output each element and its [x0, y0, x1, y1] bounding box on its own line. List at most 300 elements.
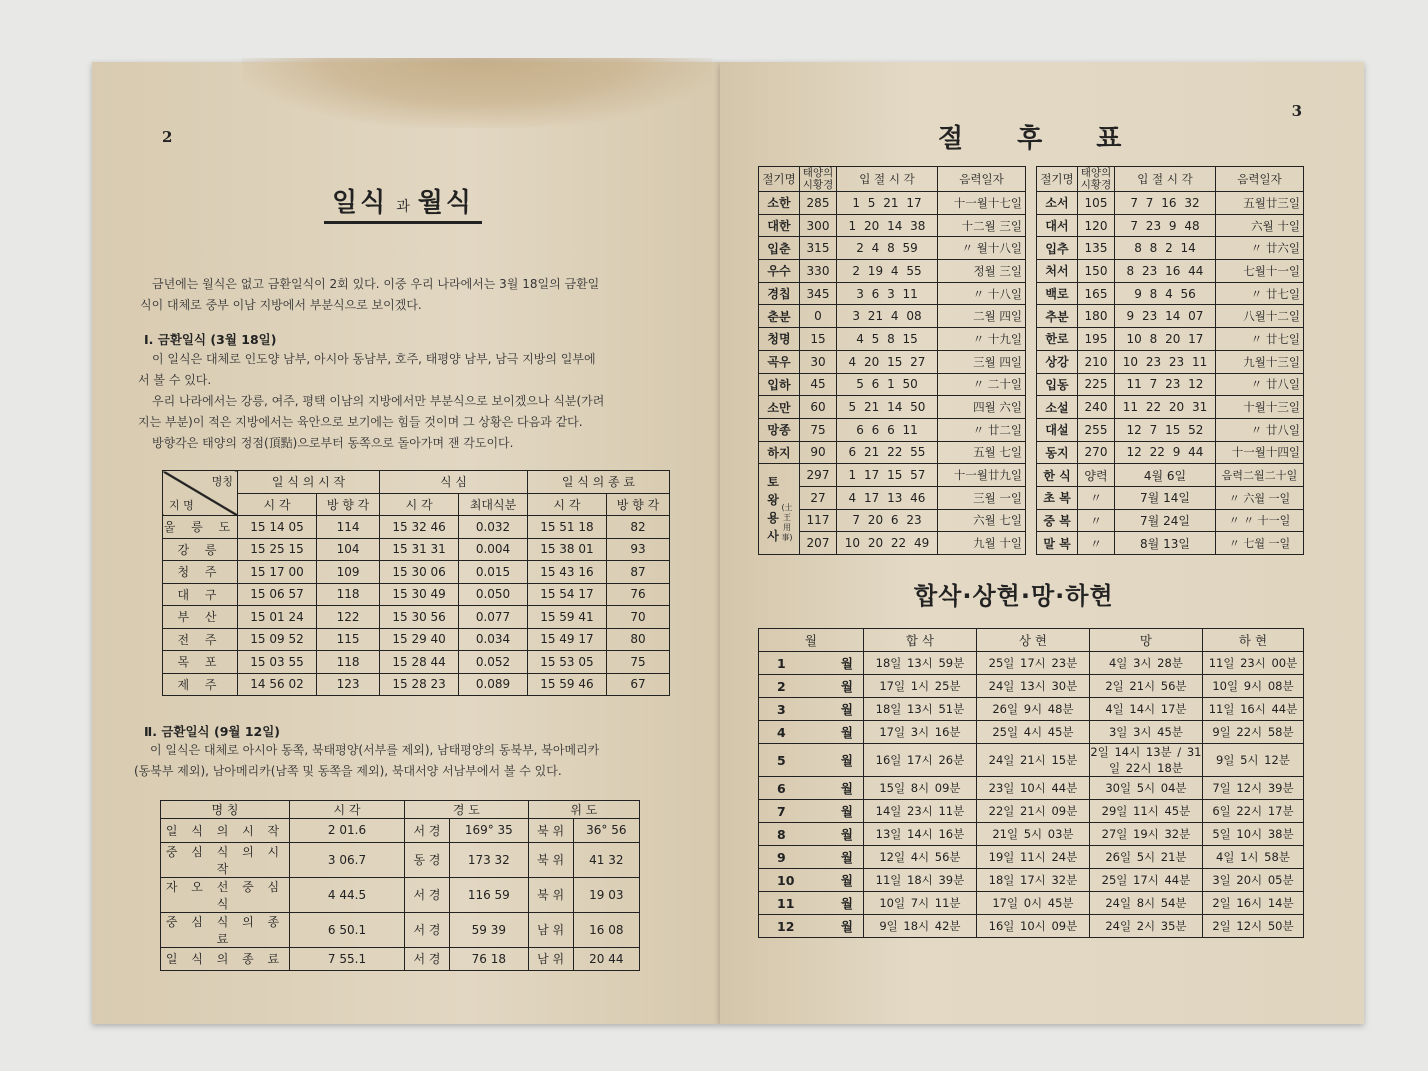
month-suffix: 월	[823, 823, 864, 846]
value-cell: 3 6 3 11	[837, 282, 938, 305]
value-cell: 6 6 6 11	[837, 418, 938, 441]
value-cell: 6 50.1	[290, 912, 405, 947]
table-row	[1037, 373, 1304, 396]
value-cell: 345	[800, 282, 837, 305]
value-cell: 0.015	[459, 561, 528, 584]
solar-terms-table-right	[1036, 166, 1304, 555]
table2-header: 명 칭	[161, 801, 290, 819]
value-cell: 165	[1078, 282, 1115, 305]
value-cell: 4 20 15 27	[837, 350, 938, 373]
value-cell: 19 03	[573, 877, 639, 912]
table-row	[1037, 509, 1304, 532]
term-name: 대서	[1037, 214, 1078, 237]
value-cell: 7월 24일	[1115, 509, 1216, 532]
value-cell: 3일 3시 45분	[1089, 721, 1202, 744]
value-cell: 1 20 14 38	[837, 214, 938, 237]
value-cell: 15 28 23	[380, 673, 459, 696]
phase-name: 자 오 선 중 심 식	[161, 877, 290, 912]
value-cell: 2일 12시 50분	[1202, 915, 1303, 938]
value-cell: 2일 16시 14분	[1202, 892, 1303, 915]
month-number: 1	[759, 652, 823, 675]
value-cell: 0.050	[459, 583, 528, 606]
table-row	[163, 606, 670, 629]
value-cell: 3 21 4 08	[837, 305, 938, 328]
table-row	[759, 823, 1304, 846]
table-row	[1037, 532, 1304, 555]
value-cell: 6일 22시 17분	[1202, 800, 1303, 823]
value-cell: 〃 廿六일	[1216, 237, 1304, 260]
value-cell: 九월 十일	[938, 532, 1026, 555]
value-cell: 북 위	[528, 842, 573, 877]
month-suffix: 월	[823, 915, 864, 938]
value-cell: 115	[317, 628, 380, 651]
section-1-heading: Ⅰ. 금환일식 (3월 18일)	[144, 332, 277, 347]
value-cell: 25일 17시 23분	[976, 652, 1089, 675]
value-cell: 3일 20시 05분	[1202, 869, 1303, 892]
value-cell: 19일 11시 24분	[976, 846, 1089, 869]
month-number: 7	[759, 800, 823, 823]
value-cell: 15	[800, 328, 837, 351]
value-cell: 〃 廿八일	[1216, 373, 1304, 396]
value-cell: 26일 9시 48분	[976, 698, 1089, 721]
value-cell: 45	[800, 373, 837, 396]
value-cell: 118	[317, 583, 380, 606]
water-stain	[242, 58, 712, 128]
value-cell: 五월廿三일	[1216, 192, 1304, 215]
value-cell: 225	[1078, 373, 1115, 396]
value-cell: 20 44	[573, 947, 639, 971]
term-name: 곡우	[759, 350, 800, 373]
value-cell: 15 43 16	[527, 561, 606, 584]
value-cell: 9일 22시 58분	[1202, 721, 1303, 744]
value-cell: 210	[1078, 350, 1115, 373]
table-row	[759, 328, 1026, 351]
value-cell: 11일 23시 00분	[1202, 652, 1303, 675]
value-cell: 76 18	[450, 947, 529, 971]
table-row	[1037, 350, 1304, 373]
value-cell: 27	[800, 486, 837, 509]
term-name: 소만	[759, 396, 800, 419]
value-cell: 2 01.6	[290, 819, 405, 843]
value-cell: 93	[606, 538, 669, 561]
value-cell: 9 8 4 56	[1115, 282, 1216, 305]
value-cell: 11일 18시 39분	[863, 869, 976, 892]
value-cell: 六월 十일	[1216, 214, 1304, 237]
phase-name: 중 심 식 의 종 료	[161, 912, 290, 947]
left-page	[92, 62, 720, 1024]
value-cell: 105	[1078, 192, 1115, 215]
sub-header: 시 각	[380, 493, 459, 516]
location-name: 울 릉 도	[163, 516, 238, 539]
value-cell: 15 01 24	[238, 606, 317, 629]
text-line: (동북부 제외), 남아메리카(남쪽 및 동쪽을 제외), 북대서양 서남부에서 볼 수 있다.	[134, 764, 562, 778]
value-cell: 255	[1078, 418, 1115, 441]
value-cell: 169° 35	[450, 819, 529, 843]
value-cell: 4월 6일	[1115, 464, 1216, 487]
doyong-label: 토왕용사	[767, 475, 779, 544]
value-cell: 18일 17시 32분	[976, 869, 1089, 892]
value-cell: 285	[800, 192, 837, 215]
table-row	[1037, 486, 1304, 509]
sub-header: 방 향 각	[317, 493, 380, 516]
title-conj: 과	[396, 199, 410, 215]
table-row	[759, 418, 1026, 441]
value-cell: 五월 七일	[938, 441, 1026, 464]
table-row	[759, 396, 1026, 419]
text-line: 지는 부분)이 적은 지방에서는 육안으로 보기에는 힘들 것이며 그 상황은 다음과 같다.	[138, 415, 583, 429]
value-cell: 11 7 23 12	[1115, 373, 1216, 396]
term-name: 입하	[759, 373, 800, 396]
value-cell: 16일 17시 26분	[863, 744, 976, 777]
value-cell: 十一월十七일	[938, 192, 1026, 215]
header-cell: 망	[1089, 629, 1202, 652]
header-cell: 절기명	[1037, 167, 1078, 192]
month-suffix: 월	[823, 800, 864, 823]
term-name: 중 복	[1037, 509, 1078, 532]
table-row	[759, 892, 1304, 915]
intro-line: 식이 대체로 중부 이남 지방에서 부분식으로 보이겠다.	[140, 298, 422, 312]
value-cell: 八월十二일	[1216, 305, 1304, 328]
title-second: 월식	[417, 188, 474, 218]
table-row	[759, 441, 1026, 464]
table-row	[759, 744, 1304, 777]
term-name: 처서	[1037, 260, 1078, 283]
header-cell: 월	[759, 629, 864, 652]
value-cell: 〃 〃 十一일	[1216, 509, 1304, 532]
header-cell: 입 절 시 각	[837, 167, 938, 192]
section-1-text	[138, 349, 604, 454]
value-cell: 118	[317, 651, 380, 674]
value-cell: 7 55.1	[290, 947, 405, 971]
value-cell: 5 21 14 50	[837, 396, 938, 419]
value-cell: 三월 四일	[938, 350, 1026, 373]
month-number: 10	[759, 869, 823, 892]
value-cell: 330	[800, 260, 837, 283]
table-row	[759, 652, 1304, 675]
value-cell: 24일 8시 54분	[1089, 892, 1202, 915]
intro-paragraph	[140, 274, 599, 316]
table2-header: 위 도	[528, 801, 639, 819]
value-cell: 24일 13시 30분	[976, 675, 1089, 698]
table-row	[759, 800, 1304, 823]
sub-header: 시 각	[527, 493, 606, 516]
value-cell: 24일 21시 15분	[976, 744, 1089, 777]
table-row	[1037, 260, 1304, 283]
value-cell: 4일 1시 58분	[1202, 846, 1303, 869]
sub-header: 최대식분	[459, 493, 528, 516]
value-cell: 12 7 15 52	[1115, 418, 1216, 441]
value-cell: 8월 13일	[1115, 532, 1216, 555]
value-cell: 15 51 18	[527, 516, 606, 539]
header-cell: 음력일자	[938, 167, 1026, 192]
value-cell: 1 5 21 17	[837, 192, 938, 215]
table-row	[163, 651, 670, 674]
table-row	[759, 192, 1026, 215]
value-cell: 207	[800, 532, 837, 555]
value-cell: 0	[800, 305, 837, 328]
value-cell: 〃 廿八일	[1216, 418, 1304, 441]
table-row	[1037, 237, 1304, 260]
value-cell: 10일 7시 11분	[863, 892, 976, 915]
value-cell: 15 06 57	[238, 583, 317, 606]
header-cell: 입 절 시 각	[1115, 167, 1216, 192]
value-cell: 서 경	[405, 912, 450, 947]
table-row	[1037, 464, 1304, 487]
solar-terms-table-left	[758, 166, 1026, 555]
value-cell: 4 5 8 15	[837, 328, 938, 351]
phase-name: 일 식 의 종 료	[161, 947, 290, 971]
value-cell: 41 32	[573, 842, 639, 877]
location-name: 목 포	[163, 651, 238, 674]
corner-top-label: 명칭	[211, 475, 233, 488]
value-cell: 양력	[1078, 464, 1115, 487]
table-row	[1037, 396, 1304, 419]
value-cell: 123	[317, 673, 380, 696]
text-line: 이 일식은 대체로 인도양 남부, 아시아 동남부, 호주, 태평양 남부, 남극 지방의 일부에	[152, 352, 596, 366]
value-cell: 음력二월二十일	[1216, 464, 1304, 487]
value-cell: 6 21 22 55	[837, 441, 938, 464]
value-cell: 十二월 三일	[938, 214, 1026, 237]
month-suffix: 월	[823, 744, 864, 777]
value-cell: 〃 六월 一일	[1216, 486, 1304, 509]
value-cell: 13일 14시 16분	[863, 823, 976, 846]
value-cell: 15 30 49	[380, 583, 459, 606]
value-cell: 114	[317, 516, 380, 539]
value-cell: 15 59 41	[527, 606, 606, 629]
month-suffix: 월	[823, 846, 864, 869]
moon-phases-title: 합삭·상현·망·하현	[914, 582, 1114, 610]
table-row	[161, 877, 640, 912]
value-cell: 16 08	[573, 912, 639, 947]
value-cell: 18일 13시 51분	[863, 698, 976, 721]
value-cell: 17일 0시 45분	[976, 892, 1089, 915]
value-cell: 15 32 46	[380, 516, 459, 539]
value-cell: 120	[1078, 214, 1115, 237]
value-cell: 0.089	[459, 673, 528, 696]
value-cell: 11 22 20 31	[1115, 396, 1216, 419]
eclipse-2-table	[160, 800, 640, 971]
value-cell: 59 39	[450, 912, 529, 947]
table-row	[759, 532, 1026, 555]
table-row	[759, 915, 1304, 938]
value-cell: 남 위	[528, 912, 573, 947]
value-cell: 270	[1078, 441, 1115, 464]
value-cell: 5일 10시 38분	[1202, 823, 1303, 846]
value-cell: 7월 14일	[1115, 486, 1216, 509]
term-name: 망종	[759, 418, 800, 441]
value-cell: 15 09 52	[238, 628, 317, 651]
value-cell: 10일 9시 08분	[1202, 675, 1303, 698]
value-cell: 2일 21시 56분	[1089, 675, 1202, 698]
corner-bottom-label: 지 명	[169, 499, 194, 512]
value-cell: 14일 23시 11분	[863, 800, 976, 823]
page-number-left: 2	[162, 128, 173, 146]
month-suffix: 월	[823, 698, 864, 721]
section-2-text	[134, 740, 599, 782]
value-cell: 15 31 31	[380, 538, 459, 561]
value-cell: 0.034	[459, 628, 528, 651]
value-cell: 29일 11시 45분	[1089, 800, 1202, 823]
table-row	[161, 819, 640, 843]
value-cell: 〃 十九일	[938, 328, 1026, 351]
table-row	[1037, 328, 1304, 351]
group-header: 일 식 의 시 작	[238, 471, 380, 494]
text-line: 이 일식은 대체로 아시아 동쪽, 북태평양(서부를 제외), 남태평양의 동북부, 북아메리카	[150, 743, 600, 757]
term-name: 경칩	[759, 282, 800, 305]
value-cell: 〃 월十八일	[938, 237, 1026, 260]
value-cell: 10 20 22 49	[837, 532, 938, 555]
header-cell: 태양의 시황경	[1078, 167, 1115, 192]
month-suffix: 월	[823, 721, 864, 744]
value-cell: 116 59	[450, 877, 529, 912]
value-cell: 5 6 1 50	[837, 373, 938, 396]
term-name: 상강	[1037, 350, 1078, 373]
value-cell: 十월十三일	[1216, 396, 1304, 419]
table-row	[163, 516, 670, 539]
value-cell: 12 22 9 44	[1115, 441, 1216, 464]
value-cell: 4 17 13 46	[837, 486, 938, 509]
value-cell: 15 29 40	[380, 628, 459, 651]
solar-terms-title: 절후표	[938, 124, 1176, 154]
table-row	[759, 698, 1304, 721]
value-cell: 四월 六일	[938, 396, 1026, 419]
location-name: 부 산	[163, 606, 238, 629]
table2-header: 경 도	[405, 801, 529, 819]
table-row	[163, 561, 670, 584]
month-suffix: 월	[823, 675, 864, 698]
value-cell: 〃 七월 一일	[1216, 532, 1304, 555]
value-cell: 三월 一일	[938, 486, 1026, 509]
eclipse-1-table	[162, 470, 670, 696]
text-line: 서 볼 수 있다.	[138, 373, 212, 387]
sub-header: 시 각	[238, 493, 317, 516]
location-name: 제 주	[163, 673, 238, 696]
sub-header: 방 향 각	[606, 493, 669, 516]
value-cell: 〃	[1078, 532, 1115, 555]
value-cell: 10 8 20 17	[1115, 328, 1216, 351]
month-number: 2	[759, 675, 823, 698]
table-row	[759, 237, 1026, 260]
value-cell: 240	[1078, 396, 1115, 419]
value-cell: 0.077	[459, 606, 528, 629]
value-cell: 109	[317, 561, 380, 584]
term-name: 우수	[759, 260, 800, 283]
phase-name: 중 심 식 의 시 작	[161, 842, 290, 877]
value-cell: 180	[1078, 305, 1115, 328]
value-cell: 87	[606, 561, 669, 584]
value-cell: 14 56 02	[238, 673, 317, 696]
location-name: 강 릉	[163, 538, 238, 561]
table-row	[759, 373, 1026, 396]
value-cell: 9일 5시 12분	[1202, 744, 1303, 777]
table-row	[759, 869, 1304, 892]
value-cell: 18일 13시 59분	[863, 652, 976, 675]
phase-name: 일 식 의 시 작	[161, 819, 290, 843]
value-cell: 8 8 2 14	[1115, 237, 1216, 260]
term-name: 한 식	[1037, 464, 1078, 487]
value-cell: 〃 二十일	[938, 373, 1026, 396]
month-suffix: 월	[823, 652, 864, 675]
header-cell: 절기명	[759, 167, 800, 192]
value-cell: 135	[1078, 237, 1115, 260]
value-cell: 195	[1078, 328, 1115, 351]
value-cell: 〃	[1078, 486, 1115, 509]
header-cell: 음력일자	[1216, 167, 1304, 192]
section-2-heading: Ⅱ. 금환일식 (9월 12일)	[144, 724, 281, 739]
value-cell: 六월 七일	[938, 509, 1026, 532]
value-cell: 15 30 56	[380, 606, 459, 629]
value-cell: 173 32	[450, 842, 529, 877]
table-row	[163, 673, 670, 696]
value-cell: 26일 5시 21분	[1089, 846, 1202, 869]
title-main: 일식	[332, 188, 389, 218]
value-cell: 九월十三일	[1216, 350, 1304, 373]
term-name: 초 복	[1037, 486, 1078, 509]
value-cell: 동 경	[405, 842, 450, 877]
table-row	[163, 583, 670, 606]
value-cell: 15일 8시 09분	[863, 777, 976, 800]
value-cell: 30	[800, 350, 837, 373]
value-cell: 0.004	[459, 538, 528, 561]
text-line: 우리 나라에서는 강릉, 여주, 평택 이남의 지방에서만 부분식으로 보이겠으나 식분(가려	[152, 394, 605, 408]
open-book	[92, 62, 1364, 1024]
value-cell: 117	[800, 509, 837, 532]
value-cell: 9 23 14 07	[1115, 305, 1216, 328]
value-cell: 22일 21시 09분	[976, 800, 1089, 823]
value-cell: 〃 十八일	[938, 282, 1026, 305]
value-cell: 15 59 46	[527, 673, 606, 696]
value-cell: 15 03 55	[238, 651, 317, 674]
table2-header: 시 각	[290, 801, 405, 819]
value-cell: 11일 16시 44분	[1202, 698, 1303, 721]
value-cell: 서 경	[405, 819, 450, 843]
month-number: 12	[759, 915, 823, 938]
month-number: 9	[759, 846, 823, 869]
value-cell: 15 53 05	[527, 651, 606, 674]
term-name: 동지	[1037, 441, 1078, 464]
table-row	[759, 350, 1026, 373]
month-suffix: 월	[823, 777, 864, 800]
value-cell: 15 25 15	[238, 538, 317, 561]
doyong-note: (土王用事)	[781, 503, 793, 543]
value-cell: 25일 17시 44분	[1089, 869, 1202, 892]
moon-phases-table	[758, 628, 1304, 938]
month-suffix: 월	[823, 892, 864, 915]
table-row	[759, 305, 1026, 328]
table-row	[759, 260, 1026, 283]
value-cell: 7일 12시 39분	[1202, 777, 1303, 800]
table-row	[759, 777, 1304, 800]
value-cell: 1 17 15 57	[837, 464, 938, 487]
value-cell: 2 4 8 59	[837, 237, 938, 260]
value-cell: 서 경	[405, 877, 450, 912]
table-row	[759, 675, 1304, 698]
term-name: 대설	[1037, 418, 1078, 441]
value-cell: 정월 三일	[938, 260, 1026, 283]
term-name: 백로	[1037, 282, 1078, 305]
value-cell: 76	[606, 583, 669, 606]
value-cell: 67	[606, 673, 669, 696]
value-cell: 21일 5시 03분	[976, 823, 1089, 846]
table-row	[759, 464, 1026, 487]
value-cell: 60	[800, 396, 837, 419]
value-cell: 〃 廿二일	[938, 418, 1026, 441]
value-cell: 15 17 00	[238, 561, 317, 584]
location-name: 청 주	[163, 561, 238, 584]
value-cell: 남 위	[528, 947, 573, 971]
term-name: 입추	[1037, 237, 1078, 260]
term-name: 입춘	[759, 237, 800, 260]
